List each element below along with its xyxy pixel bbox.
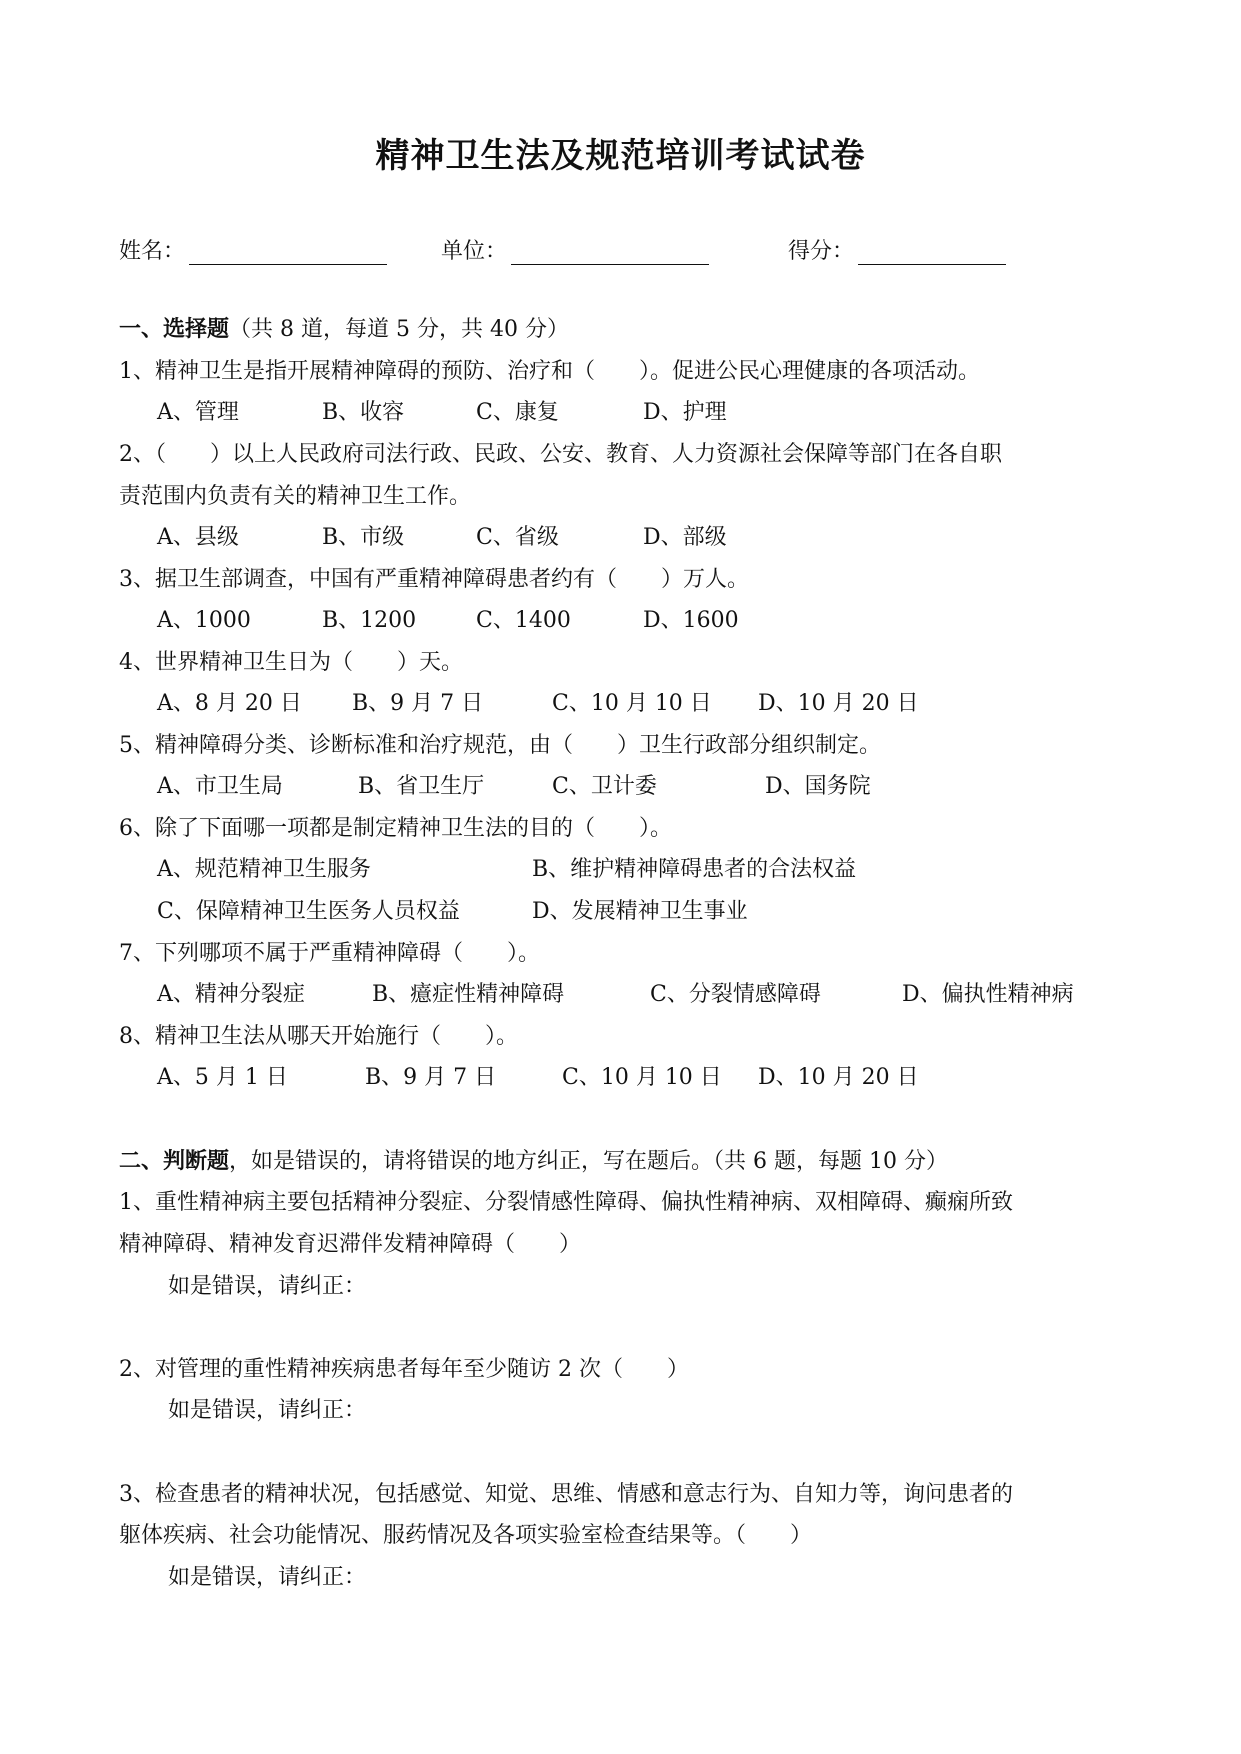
q3-stem: 3、据卫生部调查，中国有严重精神障碍患者约有（ ）万人。 <box>119 567 749 592</box>
q5-option-a[interactable]: A、市卫生局 <box>157 774 283 799</box>
q7-stem: 7、下列哪项不属于严重精神障碍（ ）。 <box>119 941 540 966</box>
q5-option-c[interactable]: C、卫计委 <box>552 774 657 799</box>
score-blank[interactable] <box>858 238 1006 265</box>
q2-option-d[interactable]: D、部级 <box>643 525 727 550</box>
q6-option-a[interactable]: A、规范精神卫生服务 <box>157 857 371 882</box>
score-label: 得分： <box>788 239 855 264</box>
name-blank[interactable] <box>189 238 387 265</box>
tf3-stem-line2: 躯体疾病、社会功能情况、服药情况及各项实验室检查结果等。（ ） <box>119 1523 813 1548</box>
tf1-stem-line2: 精神障碍、精神发育迟滞伴发精神障碍（ ） <box>119 1232 582 1257</box>
section1-note: （共 8 道，每道 5 分，共 40 分） <box>229 317 569 342</box>
q8-option-a[interactable]: A、5 月 1 日 <box>157 1065 288 1090</box>
score-field[interactable] <box>788 234 1006 265</box>
q7-option-c[interactable]: C、分裂情感障碍 <box>650 982 821 1007</box>
q2-option-a[interactable]: A、县级 <box>157 525 239 550</box>
q4-option-c[interactable]: C、10 月 10 日 <box>552 691 712 716</box>
q3-option-d[interactable]: D、1600 <box>643 608 739 633</box>
q2-option-b[interactable]: B、市级 <box>322 525 405 550</box>
section1-heading-line <box>119 315 569 345</box>
section2-note: ，如是错误的，请将错误的地方纠正，写在题后。（共 6 题，每题 10 分） <box>229 1149 948 1174</box>
q8-option-b[interactable]: B、9 月 7 日 <box>365 1065 497 1090</box>
q1-option-a[interactable]: A、管理 <box>157 400 239 425</box>
q2-option-c[interactable]: C、省级 <box>476 525 559 550</box>
q4-option-b[interactable]: B、9 月 7 日 <box>352 691 484 716</box>
q3-option-c[interactable]: C、1400 <box>476 608 571 633</box>
exam-info-row <box>0 234 1241 268</box>
name-label: 姓名： <box>119 239 186 264</box>
tf2-stem: 2、对管理的重性精神疾病患者每年至少随访 2 次（ ） <box>119 1357 689 1382</box>
unit-label: 单位： <box>441 239 508 264</box>
tf1-stem-line1: 1、重性精神病主要包括精神分裂症、分裂情感性障碍、偏执性精神病、双相障碍、癫痫所致 <box>119 1190 1014 1215</box>
q8-option-d[interactable]: D、10 月 20 日 <box>758 1065 919 1090</box>
section1-heading: 一、选择题 <box>119 317 230 342</box>
q4-option-a[interactable]: A、8 月 20 日 <box>157 691 302 716</box>
q8-stem: 8、精神卫生法从哪天开始施行（ ）。 <box>119 1024 518 1049</box>
section2-heading: 二、判断题 <box>119 1149 230 1174</box>
tf2-correction-label: 如是错误，请纠正： <box>168 1398 367 1423</box>
q2-stem-line2: 责范围内负责有关的精神卫生工作。 <box>119 484 472 509</box>
q3-option-b[interactable]: B、1200 <box>322 608 417 633</box>
tf3-stem-line1: 3、检查患者的精神状况，包括感觉、知觉、思维、情感和意志行为、自知力等，询问患者的 <box>119 1482 1014 1507</box>
q4-stem: 4、世界精神卫生日为（ ）天。 <box>119 650 463 675</box>
q6-stem: 6、除了下面哪一项都是制定精神卫生法的目的（ ）。 <box>119 816 672 841</box>
q5-option-d[interactable]: D、国务院 <box>765 774 871 799</box>
q7-option-b[interactable]: B、癔症性精神障碍 <box>372 982 565 1007</box>
unit-field[interactable] <box>441 234 709 265</box>
q1-stem: 1、精神卫生是指开展精神障碍的预防、治疗和（ ）。促进公民心理健康的各项活动。 <box>119 359 981 384</box>
q5-stem: 5、精神障碍分类、诊断标准和治疗规范，由（ ）卫生行政部分组织制定。 <box>119 733 881 758</box>
q1-option-b[interactable]: B、收容 <box>322 400 405 425</box>
q8-option-c[interactable]: C、10 月 10 日 <box>562 1065 722 1090</box>
q4-option-d[interactable]: D、10 月 20 日 <box>758 691 919 716</box>
unit-blank[interactable] <box>511 238 709 265</box>
q1-option-c[interactable]: C、康复 <box>476 400 559 425</box>
q7-option-d[interactable]: D、偏执性精神病 <box>902 982 1074 1007</box>
q7-option-a[interactable]: A、精神分裂症 <box>157 982 305 1007</box>
name-field[interactable] <box>119 234 387 265</box>
tf1-correction-label: 如是错误，请纠正： <box>168 1274 367 1299</box>
q1-option-d[interactable]: D、护理 <box>643 400 727 425</box>
section2-heading-line <box>119 1147 948 1177</box>
tf3-correction-label: 如是错误，请纠正： <box>168 1565 367 1590</box>
q2-stem-line1: 2、（ ）以上人民政府司法行政、民政、公安、教育、人力资源社会保障等部门在各自职 <box>119 442 1003 467</box>
q3-option-a[interactable]: A、1000 <box>157 608 251 633</box>
q6-option-d[interactable]: D、发展精神卫生事业 <box>532 899 748 924</box>
q5-option-b[interactable]: B、省卫生厅 <box>358 774 485 799</box>
q6-option-b[interactable]: B、维护精神障碍患者的合法权益 <box>532 857 857 882</box>
exam-title: 精神卫生法及规范培训考试试卷 <box>375 136 866 176</box>
q6-option-c[interactable]: C、保障精神卫生医务人员权益 <box>157 899 460 924</box>
